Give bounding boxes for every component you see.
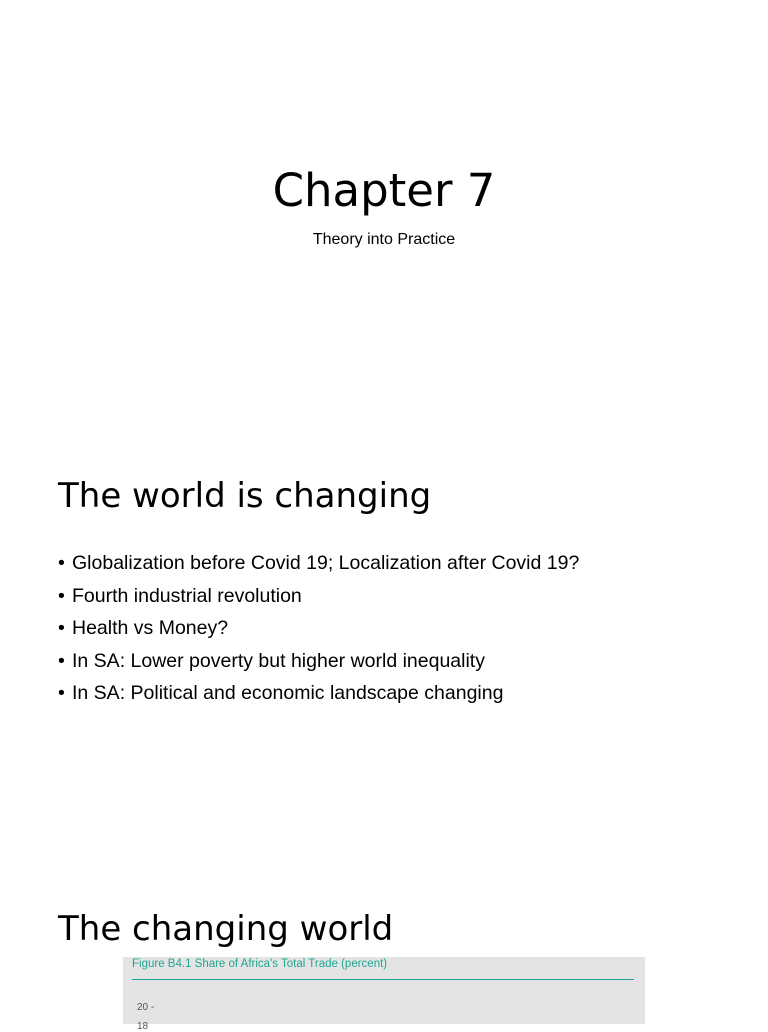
slide-subtitle: Theory into Practice [312, 231, 456, 248]
slide-title: Chapter 7 [272, 164, 496, 217]
list-item: • Health vs Money? [58, 612, 579, 645]
list-item: • In SA: Lower poverty but higher world inequality [58, 645, 579, 678]
list-item: • Fourth industrial revolution [58, 580, 579, 613]
figure-title-rule [132, 979, 634, 980]
figure-panel [123, 957, 645, 1032]
section-heading-changing-world: The changing world [58, 909, 394, 949]
figure-title: Figure B4.1 Share of Africa's Total Trade (percent) [132, 958, 388, 970]
list-item: • Globalization before Covid 19; Localization after Covid 19? [58, 547, 579, 580]
section-heading-world-changing: The world is changing [58, 476, 432, 516]
list-item: • In SA: Political and economic landscape changing [58, 677, 579, 710]
figure-y-tick: 18 [137, 1021, 149, 1032]
figure-y-tick: 20 - [137, 1002, 155, 1013]
bullet-list [58, 547, 579, 710]
